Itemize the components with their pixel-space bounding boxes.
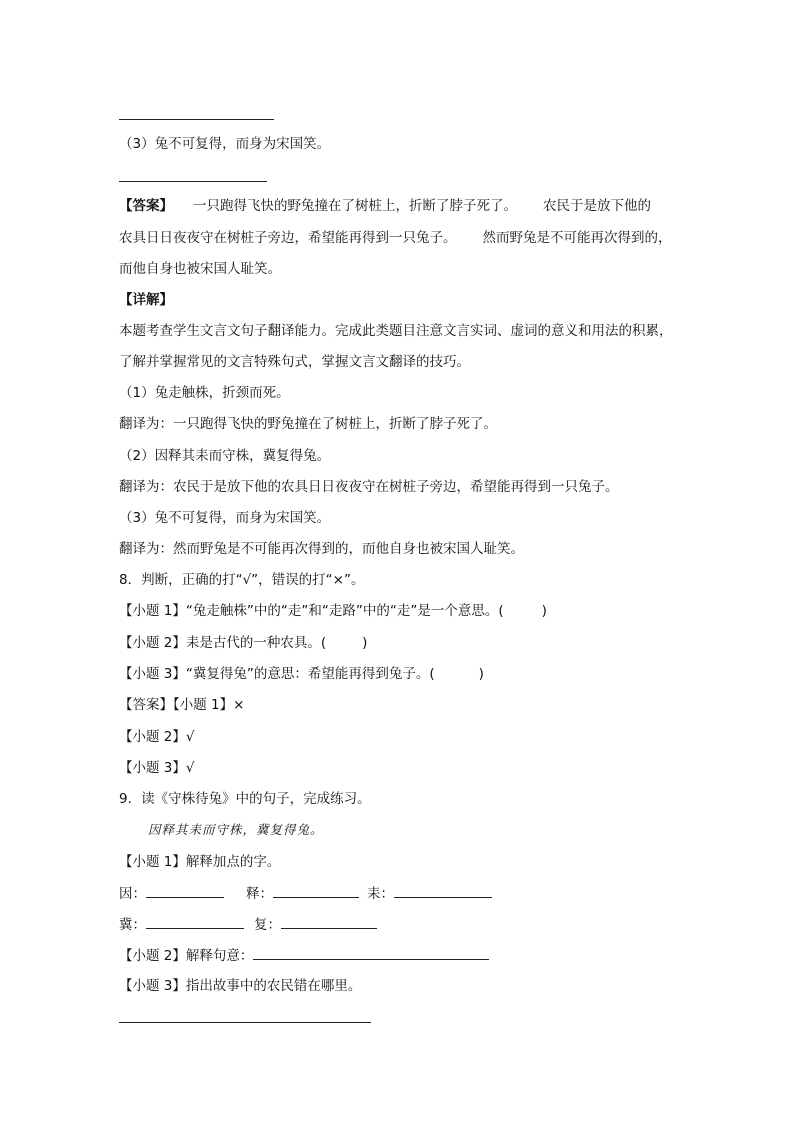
blank-yin[interactable] (146, 883, 224, 898)
answer-blank-line (119, 119, 274, 120)
question-9-title: 9．读《守株待兔》中的句子，完成练习。 (119, 791, 371, 807)
label-yin: 因： (119, 886, 146, 902)
blank-fu[interactable] (281, 914, 377, 929)
answer-text: 一只跑得飞快的野兔撞在了树桩上，折断了脖子死了。 (193, 198, 517, 214)
q8-subquestion-1 (119, 601, 547, 621)
question-item-3: （3）兔不可复得，而身为宋国笑。 (119, 136, 331, 152)
q8-subquestion-3 (119, 664, 484, 684)
source-sentence-1: （1）兔走触株，折颈而死。 (119, 385, 290, 401)
answer-text: 然而野兔是不可能再次得到的， (482, 230, 672, 246)
answer-blank-line (119, 181, 267, 182)
close-paren: ) (541, 603, 547, 619)
answer-line-2 (119, 228, 672, 248)
q8-answer-3: 【小题 3】√ (119, 760, 195, 776)
q9-subquestion-3: 【小题 3】指出故事中的农民错在哪里。 (119, 978, 362, 994)
blank-ji[interactable] (146, 914, 244, 929)
label-ji: 冀： (119, 917, 146, 933)
blank-sentence-meaning[interactable] (253, 945, 489, 960)
q8-answer-1: 【答案】【小题 1】× (119, 697, 245, 713)
label-shi: 释： (246, 886, 273, 902)
translation-1: 翻译为：一只跑得飞快的野兔撞在了树桩上，折断了脖子死了。 (119, 416, 497, 432)
answer-label: 【答案】 (119, 198, 173, 214)
q9-fill-row-2 (119, 914, 377, 935)
close-paren: ) (362, 635, 368, 651)
answer-line-3: 而他自身也被宋国人耻笑。 (119, 261, 281, 277)
source-sentence-2: （2）因释其耒而守株，冀复得兔。 (119, 448, 331, 464)
answer-line-1 (119, 196, 651, 216)
detail-text: 本题考查学生文言文句子翻译能力。完成此类题目注意文言实词、虚词的意义和用法的积累， (119, 323, 673, 339)
label-lei: 耒： (367, 886, 394, 902)
q9-subquestion-2-text: 【小题 2】解释句意： (119, 948, 254, 964)
detail-label: 【详解】 (119, 292, 173, 308)
q8-subquestion-2-text: 【小题 2】耒是古代的一种农具。( (119, 635, 327, 651)
close-paren: ) (478, 666, 484, 682)
blank-lei[interactable] (394, 883, 492, 898)
q8-subquestion-3-text: 【小题 3】“冀复得兔”的意思：希望能再得到兔子。( (119, 666, 435, 682)
blank-shi[interactable] (273, 883, 359, 898)
translation-3: 翻译为：然而野兔是不可能再次得到的，而他自身也被宋国人耻笑。 (119, 541, 524, 557)
q9-subquestion-2 (119, 945, 489, 966)
label-fu: 复： (254, 917, 281, 933)
question-8-title: 8．判断，正确的打“√”，错误的打“×”。 (119, 572, 365, 588)
translation-2: 翻译为：农民于是放下他的农具日日夜夜守在树桩子旁边，希望能再得到一只兔子。 (119, 479, 619, 495)
answer-text: 农民于是放下他的 (543, 198, 651, 214)
detail-text: 了解并掌握常见的文言特殊句式，掌握文言文翻译的技巧。 (119, 354, 470, 370)
answer-text: 农具日日夜夜守在树桩子旁边，希望能再得到一只兔子。 (119, 230, 457, 246)
q9-fill-row-1 (119, 883, 492, 904)
q8-subquestion-2 (119, 633, 367, 653)
q8-subquestion-1-text: 【小题 1】“兔走触株”中的“走”和“走路”中的“走”是一个意思。( (119, 603, 504, 619)
answer-blank-line[interactable] (119, 1022, 371, 1023)
classical-quote: 因释其耒而守株，冀复得兔。 (148, 822, 324, 837)
q8-answer-2: 【小题 2】√ (119, 729, 195, 745)
q9-subquestion-1: 【小题 1】解释加点的字。 (119, 854, 281, 870)
source-sentence-3: （3）兔不可复得，而身为宋国笑。 (119, 510, 331, 526)
